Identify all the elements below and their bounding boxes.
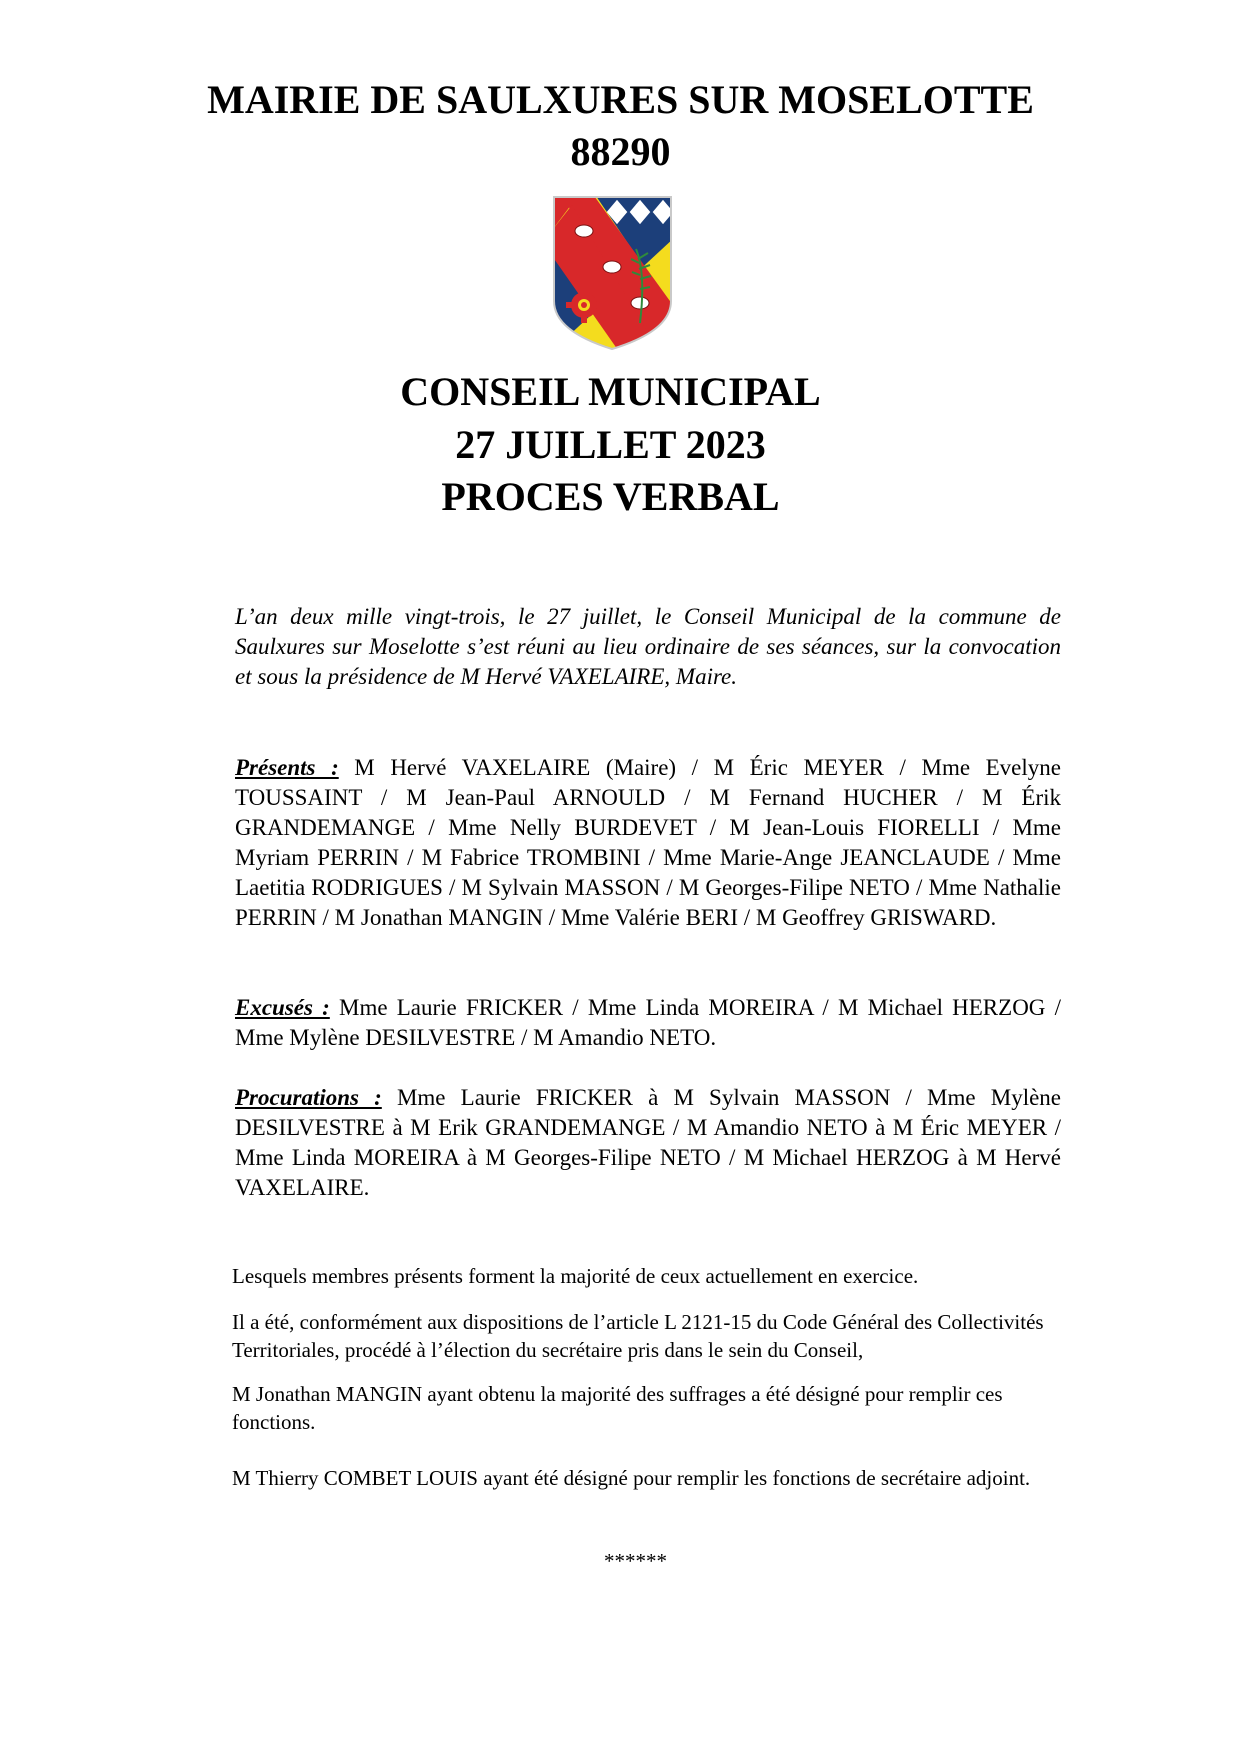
document-type: PROCES VERBAL — [441, 474, 780, 519]
council-title: CONSEIL MUNICIPAL — [400, 369, 821, 414]
excuses-label: Excusés : — [235, 995, 330, 1020]
election-paragraph: Il a été, conformément aux dispositions de l’article L 2121-15 du Code Général des Collectivités Territoriales, procédé à l’élection du secrétaire pris dans le sein du Conseil, — [232, 1310, 1044, 1362]
majority-paragraph: Lesquels membres présents forment la majorité de ceux actuellement en exercice. — [232, 1264, 919, 1288]
intro-paragraph: L’an deux mille vingt-trois, le 27 juillet, le Conseil Municipal de la commune de Saulxures sur Moselotte s’est réuni au lieu ordinaire de ses séances, sur la convocation et sous la présidence de M Hervé VAXELAIRE, Maire. — [235, 604, 1061, 689]
secretary-paragraph: M Jonathan MANGIN ayant obtenu la majorité des suffrages a été désigné pour remplir ces fonctions. — [232, 1382, 1003, 1434]
presents-list: M Hervé VAXELAIRE (Maire) / M Éric MEYER / Mme Evelyne TOUSSAINT / M Jean-Paul ARNOULD / M Fernand HUCHER / M Érik GRANDEMANGE / Mme Nelly BURDEVET / M Jean-Louis FIORELLI / Mme Myriam PERRIN / M Fabrice TROMBINI / Mme Marie-Ange JEANCLAUDE / Mme Laetitia RODRIGUES / M Sylvain MASSON / M Georges-Filipe NETO / Mme Nathalie PERRIN / M Jonathan MANGIN / Mme Valérie BERI / M Geoffrey GRISWARD. — [235, 755, 1061, 930]
presents-label: Présents : — [235, 755, 339, 780]
excuses-list: Mme Laurie FRICKER / Mme Linda MOREIRA / M Michael HERZOG / Mme Mylène DESILVESTRE / M Amandio NETO. — [235, 995, 1061, 1050]
deputy-secretary-paragraph: M Thierry COMBET LOUIS ayant été désigné pour remplir les fonctions de secrétaire adjoint. — [232, 1466, 1031, 1490]
municipality-title: MAIRIE DE SAULXURES SUR MOSELOTTE — [207, 77, 1034, 122]
meeting-date: 27 JUILLET 2023 — [455, 422, 766, 467]
presents-paragraph — [235, 753, 1061, 933]
coat-of-arms-icon — [550, 193, 675, 353]
excuses-paragraph — [235, 993, 1061, 1053]
procurations-label: Procurations : — [235, 1085, 382, 1110]
section-separator: ****** — [604, 1549, 667, 1573]
procurations-list: Mme Laurie FRICKER à M Sylvain MASSON / Mme Mylène DESILVESTRE à M Erik GRANDEMANGE / M Amandio NETO à M Éric MEYER / Mme Linda MOREIRA à M Georges-Filipe NETO / M Michael HERZOG à M Hervé VAXELAIRE. — [235, 1085, 1061, 1200]
procurations-paragraph — [235, 1083, 1061, 1203]
postcode: 88290 — [570, 129, 671, 174]
